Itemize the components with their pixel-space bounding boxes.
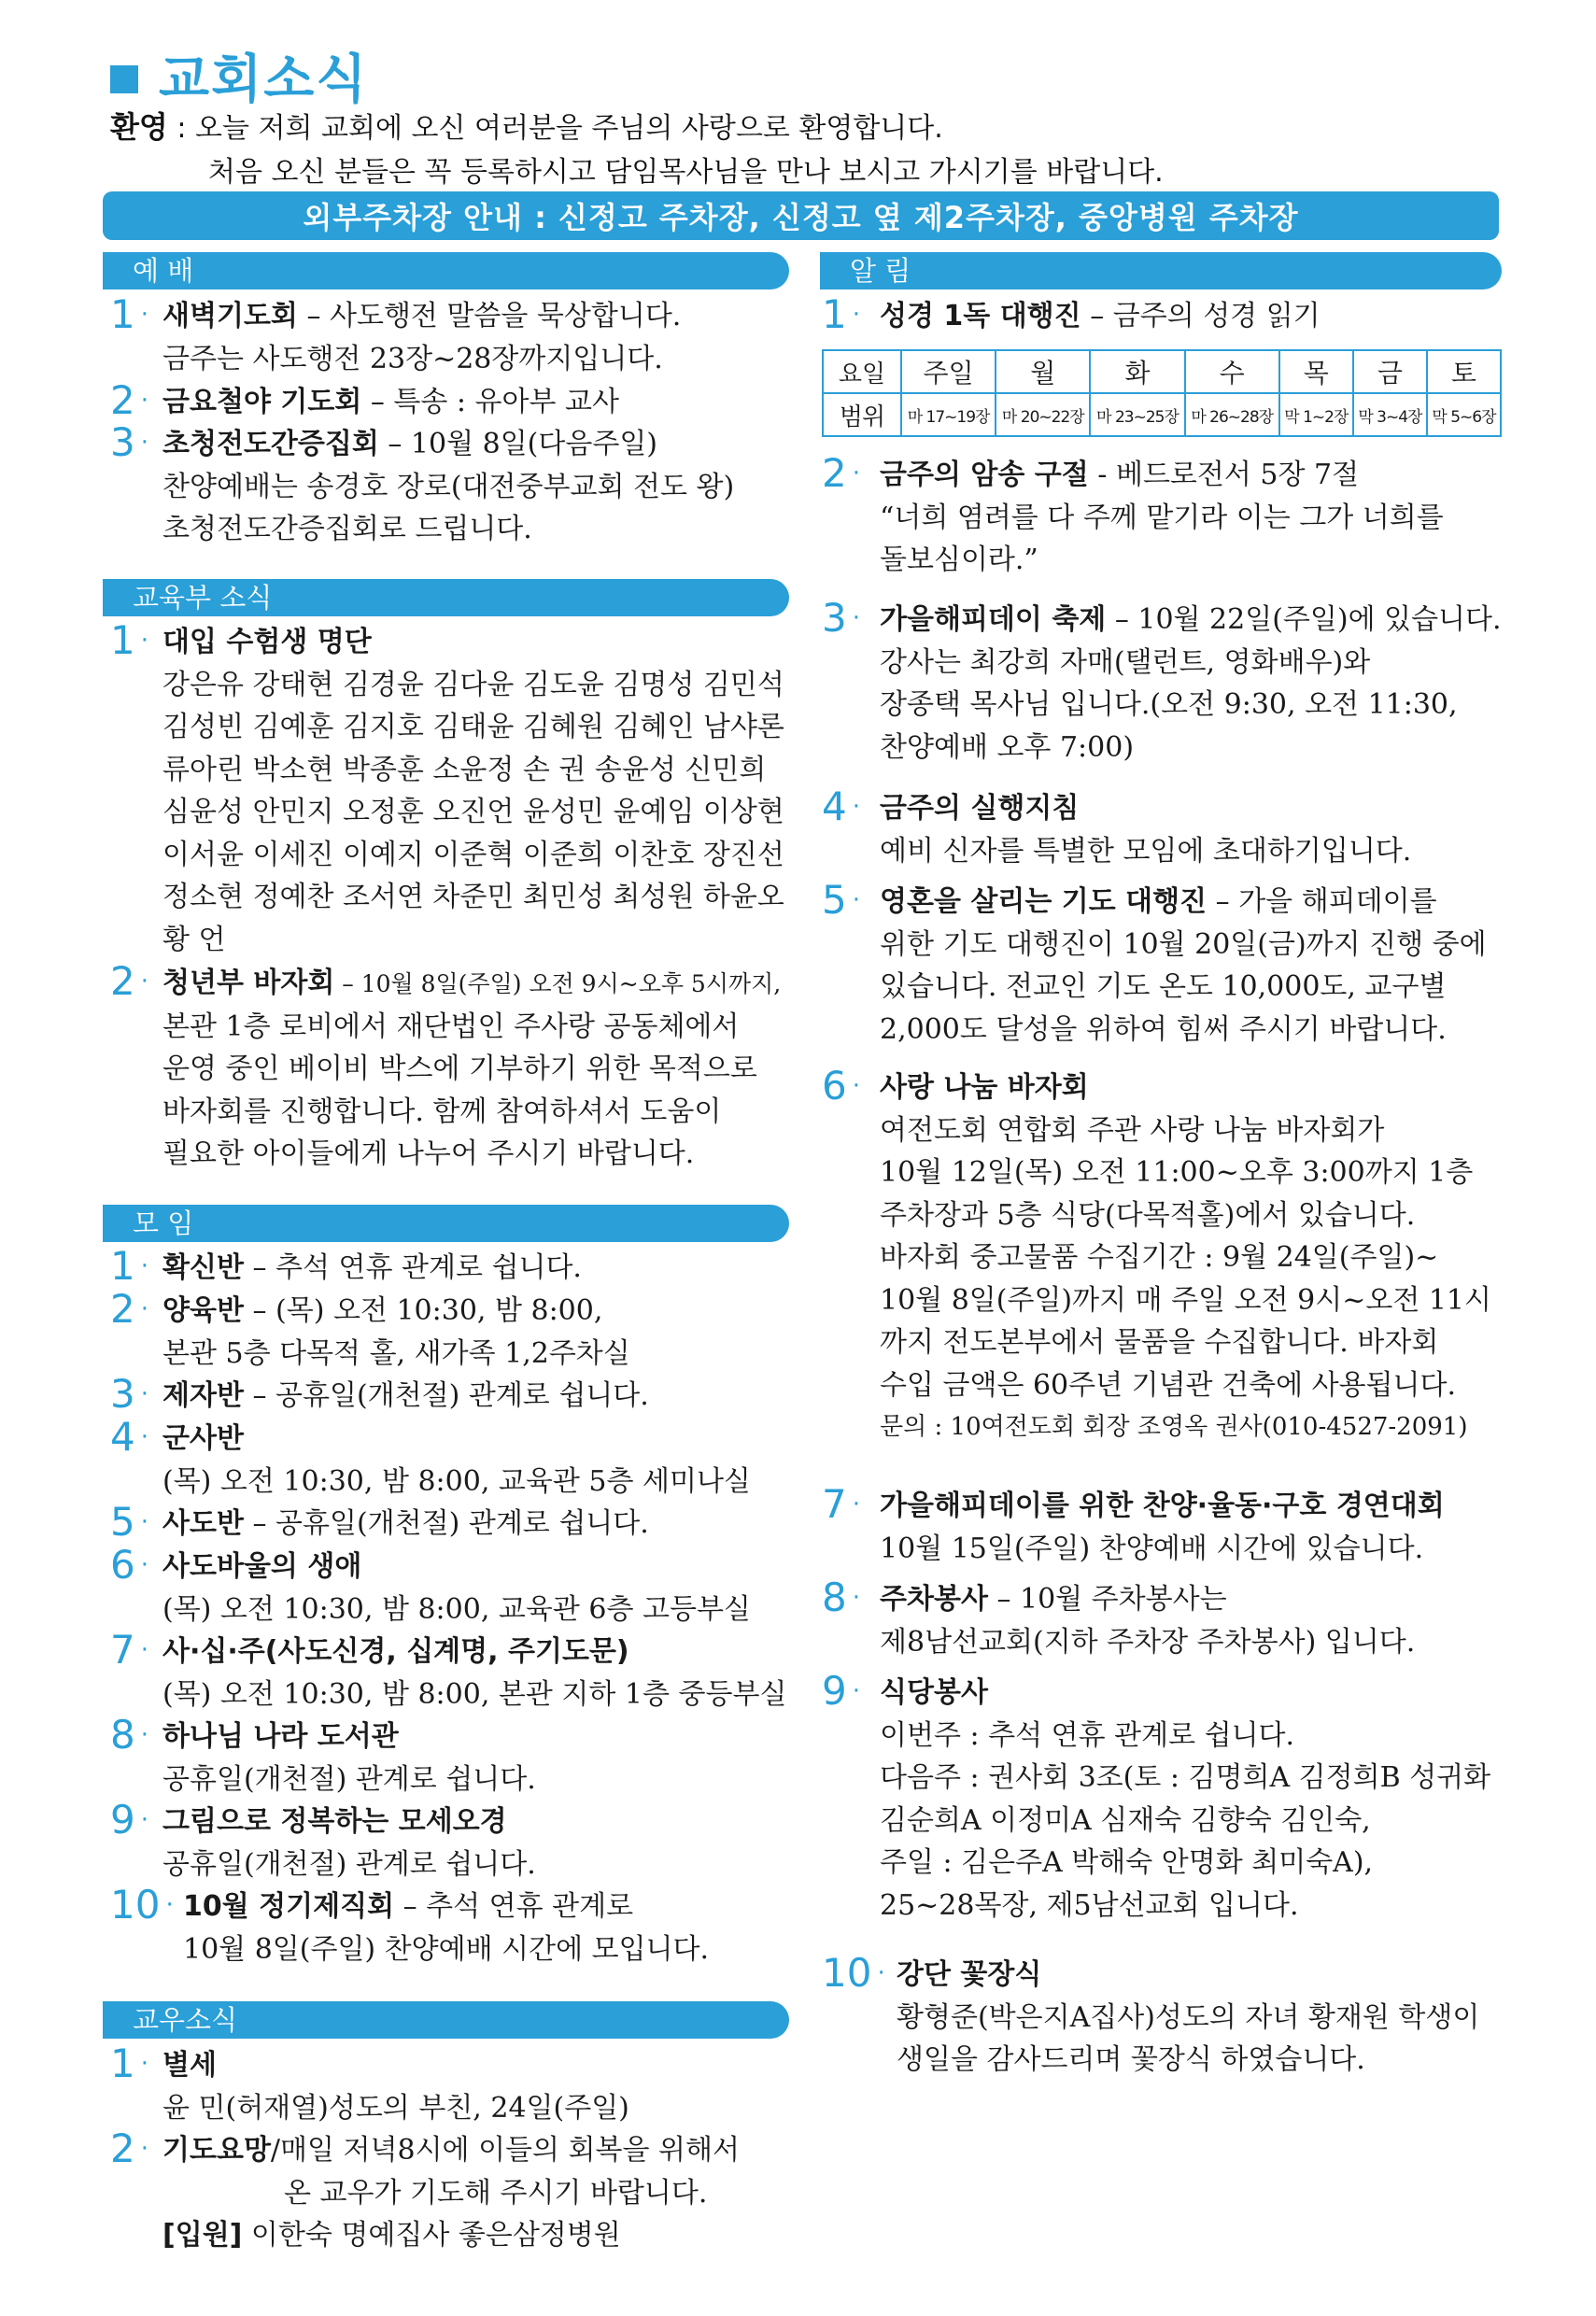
item-text: 위한 기도 대행진이 10월 20일(금)까지 진행 중에 xyxy=(880,927,1487,961)
notices-item-10 xyxy=(822,1950,1502,2082)
item-number: 9 · xyxy=(110,1797,148,1843)
item-heading: 10월 정기제직회 xyxy=(183,1890,395,1923)
notices-item-8 xyxy=(822,1575,1502,1663)
table-cell-range: 마 26~28장 xyxy=(1185,393,1279,436)
meetings-item-5 xyxy=(110,1499,792,1546)
item-text: 필요한 아이들에게 나누어 주시기 바랍니다. xyxy=(162,1137,695,1170)
welcome-text-1: : 오늘 저희 교회에 오신 여러분을 주님의 사랑으로 환영합니다. xyxy=(167,112,943,145)
item-text: 강사는 최강희 자매(탤런트, 영화배우)와 xyxy=(880,645,1371,679)
item-text: 10월 8일(주일) 찬양예배 시간에 모입니다. xyxy=(183,1932,710,1966)
item-text: 온 교우가 기도해 주시기 바랍니다. xyxy=(284,2176,708,2210)
table-cell-range: 막 3~4장 xyxy=(1353,393,1427,436)
item-number: 6 · xyxy=(822,1063,860,1109)
item-number: 5 · xyxy=(822,877,860,923)
item-text: 찬양예배는 송경호 장로(대전중부교회 전도 왕) xyxy=(162,470,735,503)
admission-text: 이한숙 명예집사 좋은삼정병원 xyxy=(242,2219,621,2252)
meetings-item-4 xyxy=(110,1414,792,1503)
table-cell-range: 마 23~25장 xyxy=(1090,393,1184,436)
notices-item-5 xyxy=(822,877,1502,1051)
item-heading: 사도바울의 생애 xyxy=(162,1550,362,1583)
item-number: 3 · xyxy=(822,595,860,641)
meetings-item-8 xyxy=(110,1712,792,1801)
item-text: 25~28목장, 제5남선교회 입니다. xyxy=(880,1888,1299,1922)
item-number: 3 · xyxy=(110,1371,148,1417)
section-bar-meetings: 모 임 xyxy=(103,1205,789,1242)
item-heading: 식당봉사 xyxy=(880,1676,988,1709)
item-heading: 사·십·주(사도신경, 십계명, 주기도문) xyxy=(162,1635,629,1668)
item-text: 까지 전도본부에서 물품을 수집합니다. 바자회 xyxy=(880,1326,1439,1359)
item-text: 공휴일(개천절) 관계로 쉽니다. xyxy=(162,1762,536,1796)
contact-text: 문의 : 10여전도회 회장 조영옥 권사(010-4527-2091) xyxy=(880,1413,1468,1441)
table-row-days xyxy=(823,350,1501,393)
item-heading: 청년부 바자회 xyxy=(162,967,335,999)
item-number: 7 · xyxy=(822,1481,860,1527)
item-number: 2 · xyxy=(822,450,860,496)
meetings-item-9 xyxy=(110,1797,792,1885)
item-text: – 공휴일(개천절) 관계로 쉽니다. xyxy=(243,1507,649,1540)
item-text: 여전도회 연합회 주관 사랑 나눔 바자회가 xyxy=(880,1113,1385,1147)
item-number: 8 · xyxy=(822,1575,860,1620)
item-heading: 영혼을 살리는 기도 대행진 xyxy=(880,885,1208,918)
table-cell-range: 마 20~22장 xyxy=(996,393,1090,436)
item-number: 1 · xyxy=(110,1243,148,1289)
meetings-item-6 xyxy=(110,1542,792,1631)
item-text: 2,000도 달성을 위하여 힘써 주시기 바랍니다. xyxy=(880,1012,1447,1046)
table-cell-day: 토 xyxy=(1427,350,1501,393)
item-text: 본관 1층 로비에서 재단법인 주사랑 공동체에서 xyxy=(162,1010,740,1043)
student-names-line: 이서윤 이세진 이예지 이준혁 이준희 이찬호 장진선 xyxy=(162,838,784,871)
table-cell-range: 막 1~2장 xyxy=(1279,393,1353,436)
item-number: 2 · xyxy=(110,1286,148,1332)
item-number: 1 · xyxy=(822,291,860,337)
item-number: 1 · xyxy=(110,291,148,337)
item-text: 장종택 목사님 입니다.(오전 9:30, 오전 11:30, xyxy=(880,688,1458,721)
item-text: 황형준(박은지A집사)성도의 자녀 황재원 학생이 xyxy=(897,2000,1480,2034)
item-number: 6 · xyxy=(110,1542,148,1588)
friends-item-1 xyxy=(110,2041,792,2129)
meetings-item-2 xyxy=(110,1286,792,1375)
welcome-line-1 xyxy=(110,106,1474,150)
item-text: (목) 오전 10:30, 밤 8:00, 교육관 5층 세미나실 xyxy=(162,1464,751,1498)
item-text: 이번주 : 추석 연휴 관계로 쉽니다. xyxy=(880,1718,1295,1752)
item-text: 예비 신자를 특별한 모임에 초대하기입니다. xyxy=(880,834,1412,868)
item-text: 10월 12일(목) 오전 11:00~오후 3:00까지 1층 xyxy=(880,1156,1474,1189)
friends-item-2 xyxy=(110,2125,792,2257)
item-text: 금주는 사도행전 23장~28장까지입니다. xyxy=(162,342,663,375)
item-text: 다음주 : 권사회 3조(토 : 김명희A 김정희B 성귀화 xyxy=(880,1761,1491,1794)
section-bar-notices: 알 림 xyxy=(820,252,1502,290)
item-text: – 10월 주차봉사는 xyxy=(987,1583,1227,1616)
item-number: 4 · xyxy=(110,1414,148,1460)
page-title-text: 교회소식 xyxy=(159,49,369,110)
table-cell-range: 마 17~19장 xyxy=(901,393,996,436)
item-text: /매일 저녁8시에 이들의 회복을 위해서 xyxy=(270,2134,740,2167)
item-text: 바자회 중고물품 수집기간 : 9월 24일(주일)~ xyxy=(880,1241,1439,1274)
item-number: 3 · xyxy=(110,419,148,465)
item-text: 주차장과 5층 식당(다목적홀)에서 있습니다. xyxy=(880,1198,1416,1232)
item-text: – 가을 해피데이를 xyxy=(1207,885,1437,918)
admission-line xyxy=(162,2214,792,2257)
item-text: – 사도행전 말씀을 묵상합니다. xyxy=(297,300,682,332)
section-bar-education: 교육부 소식 xyxy=(103,579,789,616)
item-number: 4 · xyxy=(822,784,860,829)
item-heading: 금주의 실행지침 xyxy=(880,792,1080,825)
item-text: 운영 중인 베이비 박스에 기부하기 위한 목적으로 xyxy=(162,1052,757,1085)
item-text: 김순희A 이정미A 심재숙 김향숙 김인숙, xyxy=(880,1803,1371,1837)
meetings-item-7 xyxy=(110,1627,792,1716)
bible-reading-table xyxy=(822,349,1502,437)
item-number: 10 · xyxy=(822,1950,885,1996)
table-cell-range: 막 5~6장 xyxy=(1427,393,1501,436)
notices-item-7 xyxy=(822,1481,1502,1570)
table-cell-day: 금 xyxy=(1353,350,1427,393)
item-heading: 대입 수험생 명단 xyxy=(162,626,372,658)
item-text: 10월 15일(주일) 찬양예배 시간에 있습니다. xyxy=(880,1532,1424,1565)
table-cell-day: 월 xyxy=(996,350,1090,393)
item-text: – 10월 22일(주일)에 있습니다. xyxy=(1106,603,1502,636)
item-heading: 제자반 xyxy=(162,1379,244,1412)
item-text: 생일을 감사드리며 꽃장식 하였습니다. xyxy=(897,2043,1365,2076)
item-heading: 초청전도간증집회 xyxy=(162,428,379,460)
item-heading: 가을해피데이 축제 xyxy=(880,603,1107,636)
item-heading: 확신반 xyxy=(162,1251,244,1284)
table-cell-day: 목 xyxy=(1279,350,1353,393)
notices-item-4 xyxy=(822,784,1502,872)
student-names-line: 강은유 강태현 김경윤 김다윤 김도윤 김명성 김민석 xyxy=(162,668,784,701)
item-text: – 추석 연휴 관계로 xyxy=(394,1890,634,1923)
item-number: 9 · xyxy=(822,1668,860,1714)
worship-item-3 xyxy=(110,419,783,551)
item-text: - 베드로전서 5장 7절 xyxy=(1088,459,1360,491)
notices-item-3 xyxy=(822,595,1502,769)
table-cell-day: 화 xyxy=(1090,350,1184,393)
notices-item-2 xyxy=(822,450,1502,582)
item-number: 10 · xyxy=(110,1882,174,1928)
student-names-line: 류아린 박소현 박종훈 소윤정 손 권 송윤성 신민희 xyxy=(162,753,767,786)
item-heading: 하나님 나라 도서관 xyxy=(162,1720,399,1753)
meetings-item-10 xyxy=(110,1882,801,1970)
item-text: – 공휴일(개천절) 관계로 쉽니다. xyxy=(243,1379,649,1412)
student-names-line: 정소현 정예찬 조서연 차준민 최민성 최성원 하윤오 xyxy=(162,881,784,913)
table-header-cell: 범위 xyxy=(823,393,901,436)
item-number: 1 · xyxy=(110,2041,148,2086)
notices-item-9 xyxy=(822,1668,1502,1927)
item-heading: 별세 xyxy=(162,2049,217,2082)
meetings-item-1 xyxy=(110,1243,792,1290)
student-names-line: 심윤성 안민지 오정훈 오진언 윤성민 윤예임 이상현 xyxy=(162,796,784,828)
item-text: – 10월 8일(주일) 오전 9시~오후 5시까지, xyxy=(334,970,782,997)
item-text: 수입 금액은 60주년 기념관 건축에 사용됩니다. xyxy=(880,1368,1457,1402)
item-number: 2 · xyxy=(110,958,148,1004)
education-item-1 xyxy=(110,617,792,961)
admission-label: [입원] xyxy=(162,2219,243,2252)
item-number: 1 · xyxy=(110,617,148,663)
table-cell-day: 수 xyxy=(1185,350,1279,393)
item-text: 있습니다. 전교인 기도 온도 10,000도, 교구별 xyxy=(880,970,1447,1003)
notices-item-6 xyxy=(822,1063,1502,1449)
item-text: – 10월 8일(다음주일) xyxy=(378,428,658,460)
section-bar-friends: 교우소식 xyxy=(103,2001,789,2039)
item-heading: 새벽기도회 xyxy=(162,300,298,332)
item-heading: 주차봉사 xyxy=(880,1583,988,1616)
meetings-item-3 xyxy=(110,1371,792,1418)
item-heading: 그림으로 정복하는 모세오경 xyxy=(162,1805,507,1838)
welcome-line-2: 처음 오신 분들은 꼭 등록하시고 담임목사님을 만나 보시고 가시기를 바랍니다. xyxy=(208,156,1164,189)
table-row-ranges xyxy=(823,393,1501,436)
item-text: 공휴일(개천절) 관계로 쉽니다. xyxy=(162,1847,536,1881)
item-heading: 금요철야 기도회 xyxy=(162,386,362,418)
welcome-label: 환영 xyxy=(110,109,168,145)
item-text: 돌보심이라.” xyxy=(880,544,1038,576)
item-heading: 성경 1독 대행진 xyxy=(880,300,1081,332)
item-heading: 강단 꽃장식 xyxy=(897,1958,1042,1991)
welcome-message xyxy=(110,106,1474,194)
item-heading: 사랑 나눔 바자회 xyxy=(880,1071,1089,1104)
item-text: – 금주의 성경 읽기 xyxy=(1080,300,1321,332)
item-heading: 군사반 xyxy=(162,1422,244,1455)
parking-banner: 외부주차장 안내 : 신정고 주차장, 신정고 옆 제2주차장, 중앙병원 주차장 xyxy=(103,191,1499,240)
item-number: 8 · xyxy=(110,1712,148,1758)
education-item-2 xyxy=(110,958,792,1176)
item-number: 5 · xyxy=(110,1499,148,1545)
item-text: 제8남선교회(지하 주차장 주차봉사) 입니다. xyxy=(880,1625,1416,1659)
item-text: – (목) 오전 10:30, 밤 8:00, xyxy=(243,1294,603,1327)
item-text: 바자회를 진행합니다. 함께 참여하셔서 도움이 xyxy=(162,1094,722,1128)
table-header-cell: 요일 xyxy=(823,350,901,393)
item-text: – 추석 연휴 관계로 쉽니다. xyxy=(243,1251,582,1284)
worship-item-2 xyxy=(110,377,783,424)
item-text: (목) 오전 10:30, 밤 8:00, 교육관 6층 고등부실 xyxy=(162,1592,751,1626)
item-text: 10월 8일(주일)까지 매 주일 오전 9시~오전 11시 xyxy=(880,1283,1491,1317)
item-heading: 양육반 xyxy=(162,1294,244,1327)
title-square-icon xyxy=(110,65,138,93)
item-text: “너희 염려를 다 주께 맡기라 이는 그가 너희를 xyxy=(880,501,1444,534)
notices-item-1 xyxy=(822,291,1502,338)
item-number: 7 · xyxy=(110,1627,148,1673)
worship-item-1 xyxy=(110,291,783,380)
page-title xyxy=(110,43,368,108)
item-text: 초청전도간증집회로 드립니다. xyxy=(162,513,532,545)
item-number: 2 · xyxy=(110,2125,148,2171)
item-heading: 기도요망 xyxy=(162,2134,271,2167)
item-number: 2 · xyxy=(110,377,148,423)
item-text: – 특송 : 유아부 교사 xyxy=(361,386,619,418)
item-text: 본관 5층 다목적 홀, 새가족 1,2주차실 xyxy=(162,1336,630,1370)
item-heading: 사도반 xyxy=(162,1507,244,1540)
item-text: (목) 오전 10:30, 밤 8:00, 본관 지하 1층 중등부실 xyxy=(162,1677,787,1711)
student-names-line: 황 언 xyxy=(162,923,226,956)
item-text: 찬양예배 오후 7:00) xyxy=(880,730,1135,764)
item-heading: 금주의 암송 구절 xyxy=(880,459,1089,491)
item-text: 주일 : 김은주A 박해숙 안명화 최미숙A), xyxy=(880,1846,1374,1879)
section-bar-worship: 예 배 xyxy=(103,252,789,290)
item-text: 윤 민(허재열)성도의 부친, 24일(주일) xyxy=(162,2091,629,2125)
table-cell-day: 주일 xyxy=(901,350,996,393)
item-heading: 가을해피데이를 위한 찬양·율동·구호 경연대회 xyxy=(880,1490,1445,1522)
student-names-line: 김성빈 김예훈 김지호 김태윤 김혜원 김혜인 남샤론 xyxy=(162,711,784,743)
